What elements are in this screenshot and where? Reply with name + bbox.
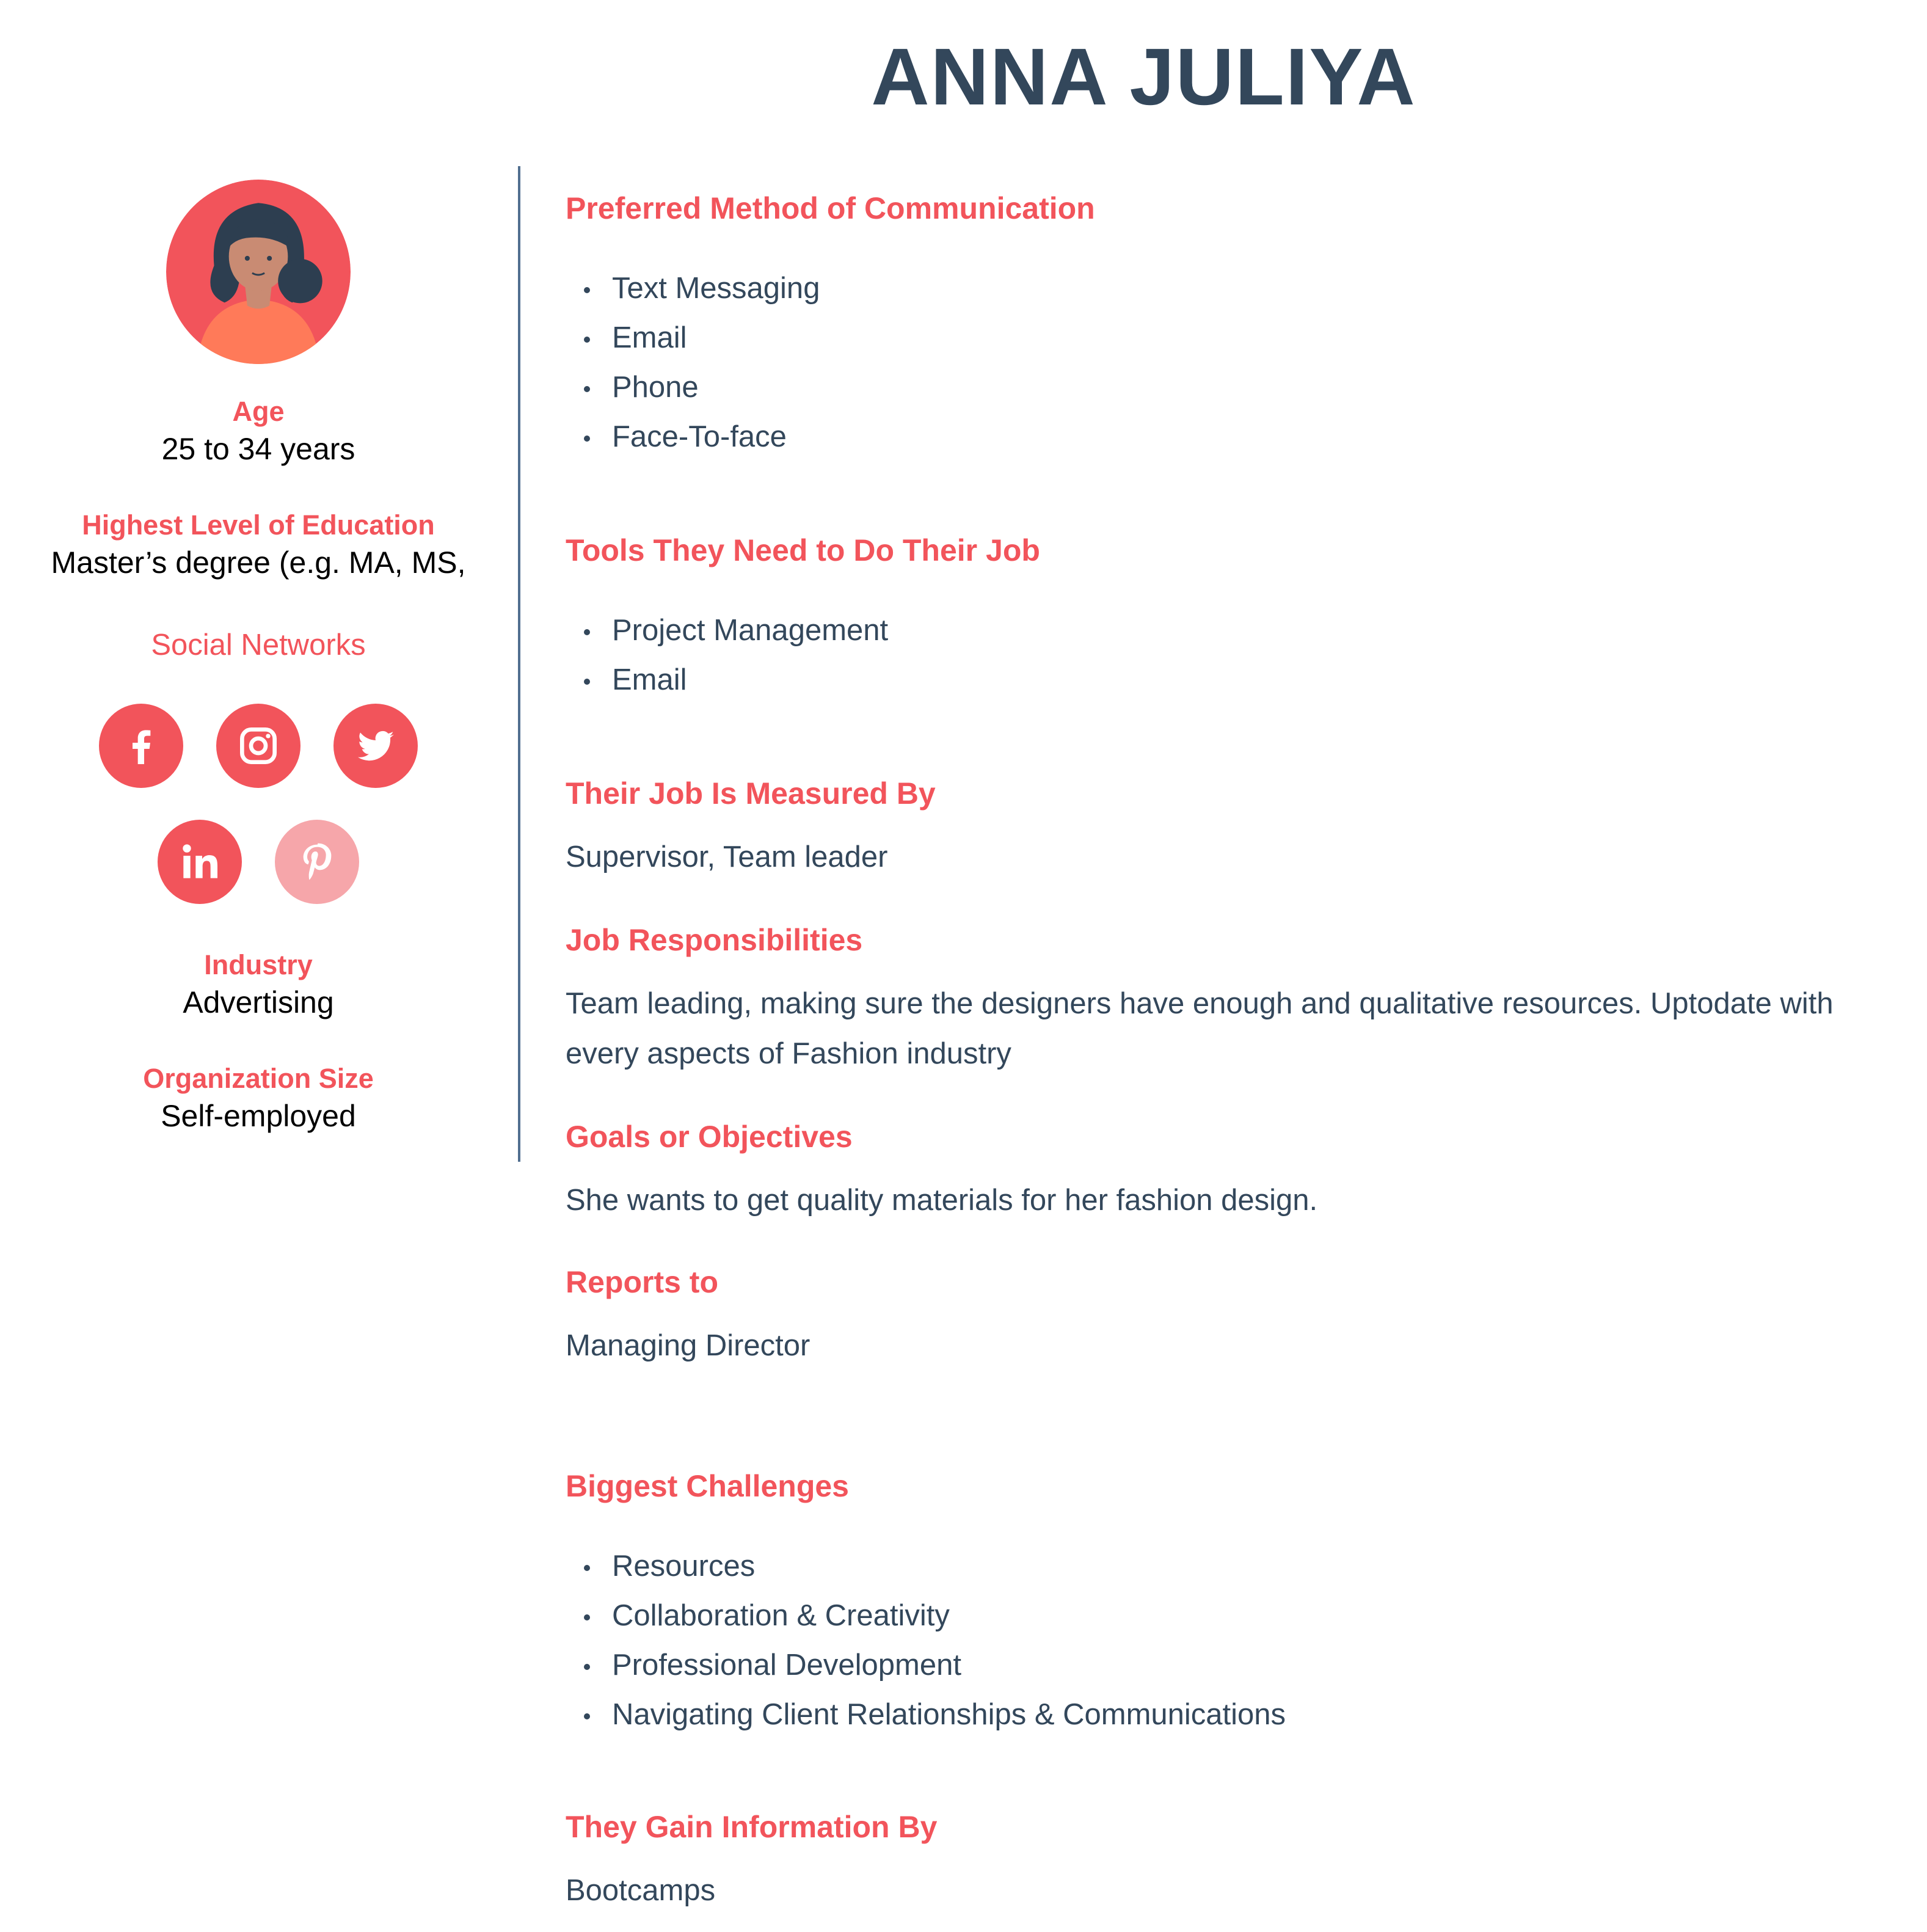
list-item: Professional Development — [566, 1641, 1286, 1690]
facebook-button[interactable] — [99, 704, 183, 788]
facebook-icon — [117, 721, 166, 770]
list-item: Collaboration & Creativity — [566, 1591, 1286, 1641]
list-item: Email — [566, 313, 820, 363]
column-divider — [518, 166, 520, 1162]
avatar — [166, 180, 351, 364]
twitter-button[interactable] — [333, 704, 418, 788]
communication-list — [566, 264, 820, 462]
age-label: Age — [232, 396, 285, 427]
list-item: Navigating Client Relationships & Communications — [566, 1690, 1286, 1740]
instagram-button[interactable] — [216, 704, 301, 788]
reports-to-title: Reports to — [566, 1265, 718, 1299]
list-item: Email — [566, 655, 888, 705]
goals-text: She wants to get quality materials for her fashion design. — [566, 1184, 1318, 1217]
industry-value: Advertising — [183, 985, 334, 1019]
responsibilities-text: Team leading, making sure the designers have enough and qualitative resources. Uptodate with every aspects of Fashion industry — [566, 987, 1834, 1070]
challenges-list — [566, 1542, 1286, 1740]
goals-title: Goals or Objectives — [566, 1120, 853, 1154]
challenges-title: Biggest Challenges — [566, 1469, 849, 1503]
measured-text: Supervisor, Team leader — [566, 840, 888, 873]
tools-list — [566, 606, 888, 705]
twitter-icon — [351, 721, 400, 770]
social-networks-label: Social Networks — [151, 629, 366, 662]
list-item: Phone — [566, 363, 820, 412]
measured-title: Their Job Is Measured By — [566, 776, 936, 811]
organization-size-value: Self-employed — [161, 1099, 356, 1133]
list-item: Face-To-face — [566, 412, 820, 462]
organization-size-label: Organization Size — [143, 1063, 374, 1094]
pinterest-icon — [293, 837, 341, 886]
list-item: Text Messaging — [566, 264, 820, 313]
communication-title: Preferred Method of Communication — [566, 191, 1095, 225]
responsibilities-title: Job Responsibilities — [566, 923, 863, 957]
persona-name: ANNA JULIYA — [871, 32, 1416, 122]
industry-label: Industry — [204, 949, 313, 980]
instagram-icon — [234, 721, 283, 770]
education-label: Highest Level of Education — [82, 509, 435, 541]
pinterest-button[interactable] — [275, 820, 359, 904]
linkedin-icon — [175, 837, 224, 886]
tools-title: Tools They Need to Do Their Job — [566, 533, 1040, 567]
information-text: Bootcamps — [566, 1874, 716, 1907]
age-value: 25 to 34 years — [161, 432, 355, 466]
list-item: Resources — [566, 1542, 1286, 1591]
education-value: Master’s degree (e.g. MA, MS, — [51, 545, 466, 580]
linkedin-button[interactable] — [158, 820, 242, 904]
reports-to-text: Managing Director — [566, 1329, 811, 1362]
list-item: Project Management — [566, 606, 888, 655]
information-title: They Gain Information By — [566, 1810, 938, 1844]
